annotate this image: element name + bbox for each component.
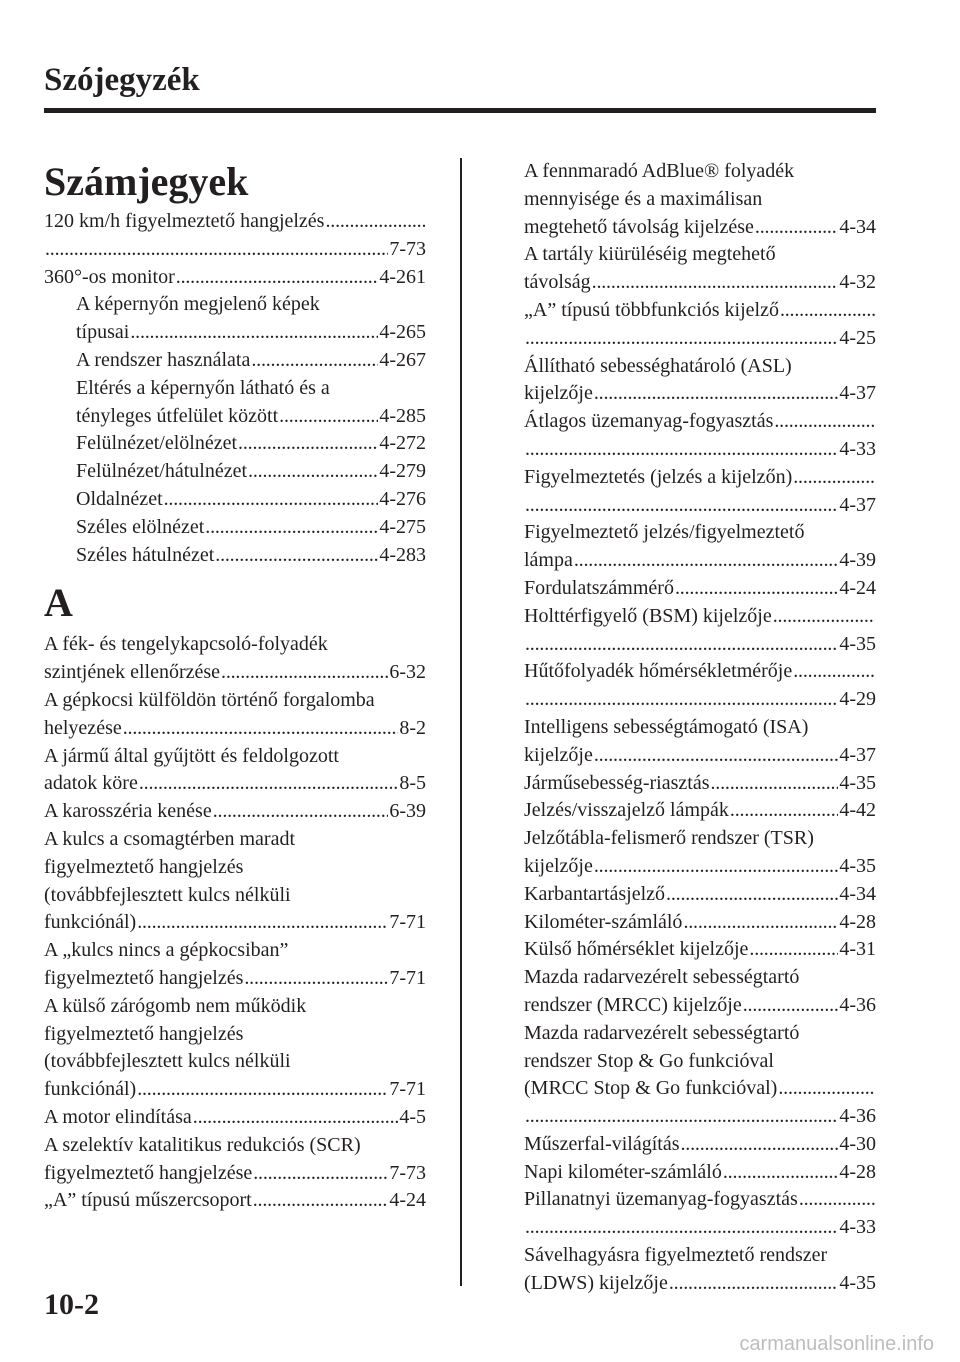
index-entry (44, 542, 426, 570)
index-entry (44, 1104, 426, 1132)
page-header-title: Szójegyzék (44, 62, 200, 98)
entry-term: Kilométer-számláló (524, 910, 683, 933)
dot-leader (253, 1187, 389, 1215)
entry-term: kijelzője (524, 382, 593, 405)
entry-term: „A” típusú műszercsoport (44, 1189, 252, 1212)
entry-term: Oldalnézet (76, 487, 163, 510)
index-entry: A gépkocsi külföldön történő forgalomba (44, 688, 375, 711)
dot-leader (137, 909, 388, 937)
entry-page: 4-279 (379, 460, 426, 483)
index-entry (524, 853, 876, 881)
dot-leader (193, 1104, 399, 1132)
entry-page: 4-35 (839, 1271, 876, 1294)
entry-page: 4-35 (839, 632, 876, 655)
index-list-a-continued (524, 158, 876, 1298)
entry-term: Napi kilométer-számláló (524, 1160, 722, 1183)
entry-term: figyelmeztető hangjelzése (44, 1161, 253, 1184)
dot-leader (681, 1131, 839, 1159)
dot-leader (137, 1076, 388, 1104)
entry-term: helyezése (44, 716, 122, 739)
entry-page: 4-31 (839, 938, 876, 961)
index-entry: Figyelmeztető jelzés/figyelmeztető (524, 521, 805, 544)
index-entry: A fék- és tengelykapcsoló-folyadék (44, 633, 328, 656)
entry-page: 4-36 (839, 993, 876, 1016)
index-entry: A kulcs a csomagtérben maradt (44, 827, 296, 850)
index-entry (44, 403, 426, 431)
index-entry (524, 797, 876, 825)
entry-term: funkciónál) (44, 911, 137, 934)
dot-leader (592, 269, 839, 297)
dot-leader (525, 436, 838, 464)
index-entry (524, 1103, 876, 1131)
index-entry (44, 264, 426, 292)
dot-leader (525, 686, 838, 714)
index-entry: Sávelhagyásra figyelmeztető rendszer (524, 1244, 828, 1267)
entry-term: Jelzés/visszajelző lámpák (524, 799, 729, 822)
entry-term: Széles hátulnézet (76, 543, 215, 566)
entry-term: 120 km/h figyelmeztető hangjelzés (44, 210, 325, 232)
dot-leader (525, 325, 838, 353)
dot-leader (325, 208, 425, 236)
entry-page: 4-37 (839, 743, 876, 766)
index-entry (44, 486, 426, 514)
dot-leader (244, 965, 388, 993)
index-entry (524, 380, 876, 408)
index-entry (44, 430, 426, 458)
right-column (524, 158, 876, 1298)
entry-term: Karbantartásjelző (524, 882, 666, 905)
entry-page: 4-5 (399, 1105, 426, 1128)
entry-page: 4-25 (839, 326, 876, 349)
entry-term: „A” típusú többfunkciós kijelző (524, 298, 779, 321)
entry-term: típusai (76, 321, 130, 344)
index-entry (44, 715, 426, 743)
section-heading-a: A (44, 580, 73, 626)
dot-leader (666, 881, 838, 909)
index-entry (524, 325, 876, 353)
section-heading-numbers: Számjegyek (44, 159, 249, 204)
dot-leader (164, 486, 379, 514)
dot-leader (669, 1270, 838, 1298)
dot-leader (525, 492, 838, 520)
dot-leader (123, 715, 399, 743)
entry-page: 4-29 (839, 688, 876, 711)
index-entry (524, 464, 876, 492)
left-column (44, 158, 426, 1215)
index-entry (524, 575, 876, 603)
dot-leader (594, 853, 838, 881)
index-entry (44, 798, 426, 826)
entry-term: A motor elindítása (44, 1105, 192, 1128)
index-entry (44, 236, 426, 264)
index-entry (524, 1214, 876, 1242)
entry-page: 4-276 (379, 487, 426, 510)
entry-page: 4-28 (839, 1160, 876, 1183)
dot-leader (205, 514, 378, 542)
entry-page: 6-32 (389, 661, 426, 684)
dot-leader (253, 1160, 388, 1188)
dot-leader (248, 458, 378, 486)
index-entry (524, 214, 876, 242)
entry-page: 4-39 (839, 549, 876, 572)
index-entry: A szelektív katalitikus redukciós (SCR) (44, 1133, 361, 1156)
index-entry (524, 1131, 876, 1159)
entry-page: 4-272 (379, 432, 426, 455)
dot-leader (525, 1103, 838, 1131)
index-entry (44, 659, 426, 687)
dot-leader (213, 798, 389, 826)
index-entry: A jármű által gyűjtött és feldolgozott (44, 744, 339, 767)
index-entry (524, 686, 876, 714)
dot-leader (778, 1075, 875, 1103)
index-entry: rendszer Stop & Go funkcióval (524, 1049, 774, 1072)
dot-leader (774, 408, 875, 436)
entry-term: lámpa (524, 549, 573, 572)
dot-leader (525, 631, 838, 659)
entry-term: A karosszéria kenése (44, 800, 212, 823)
entry-term: Műszerfal-világítás (524, 1132, 680, 1155)
entry-term: Pillanatnyi üzemanyag-fogyasztás (524, 1188, 798, 1211)
entry-term: (MRCC Stop & Go funkcióval) (524, 1077, 778, 1100)
entry-page: 4-35 (839, 854, 876, 877)
entry-page: 4-35 (839, 771, 876, 794)
index-entry (524, 742, 876, 770)
index-entry (44, 458, 426, 486)
dot-leader (749, 936, 838, 964)
index-list-numbers (44, 208, 426, 569)
index-entry (524, 603, 876, 631)
index-entry (524, 436, 876, 464)
index-entry (44, 1076, 426, 1104)
page-number: 10-2 (44, 1288, 99, 1321)
index-entry: figyelmeztető hangjelzés (44, 855, 244, 878)
index-entry (524, 297, 876, 325)
index-entry: Intelligens sebességtámogató (ISA) (524, 715, 809, 738)
index-entry: A külső zárógomb nem működik (44, 994, 307, 1017)
index-entry (44, 1160, 426, 1188)
entry-page: 4-33 (839, 437, 876, 460)
entry-page: 4-283 (379, 543, 426, 566)
entry-term: távolság (524, 271, 591, 294)
entry-term: Felülnézet/hátulnézet (76, 460, 248, 483)
header-rule (44, 108, 876, 113)
entry-page: 4-34 (839, 215, 876, 238)
dot-leader (723, 1159, 838, 1187)
index-entry: Mazda radarvezérelt sebességtartó (524, 1021, 800, 1044)
dot-leader (176, 264, 379, 292)
index-entry: Állítható sebességhatároló (ASL) (524, 354, 792, 377)
entry-page: 4-28 (839, 910, 876, 933)
entry-page: 7-71 (389, 966, 426, 989)
index-entry (44, 1187, 426, 1215)
entry-term: figyelmeztető hangjelzés (44, 966, 244, 989)
dot-leader (251, 347, 378, 375)
dot-leader (799, 1186, 875, 1214)
watermark: carmanualsonline.info (739, 1333, 934, 1355)
entry-term: funkciónál) (44, 1078, 137, 1101)
entry-term: Holttérfigyelő (BSM) kijelzője (524, 604, 772, 627)
index-entry (44, 347, 426, 375)
entry-term: 360°-os monitor (44, 265, 175, 288)
index-entry (524, 992, 876, 1020)
entry-term: megtehető távolság kijelzése (524, 215, 754, 238)
dot-leader (683, 909, 838, 937)
index-entry (524, 408, 876, 436)
entry-term: Hűtőfolyadék hőmérsékletmérője (524, 660, 793, 683)
entry-page: 4-24 (389, 1189, 426, 1212)
index-entry (524, 631, 876, 659)
entry-page: 4-261 (379, 265, 426, 288)
dot-leader (525, 1214, 838, 1242)
index-entry: A tartály kiürüléséig megtehető (524, 243, 776, 266)
column-divider (460, 158, 462, 1286)
index-entry (44, 514, 426, 542)
index-entry (524, 881, 876, 909)
entry-term: kijelzője (524, 743, 593, 766)
index-entry (524, 1270, 876, 1298)
index-entry (44, 770, 426, 798)
entry-term: Fordulatszámmérő (524, 576, 674, 599)
index-entry (524, 936, 876, 964)
entry-page: 4-36 (839, 1105, 876, 1128)
entry-page: 7-73 (389, 1161, 426, 1184)
entry-page: 7-73 (389, 237, 426, 260)
entry-page: 6-39 (389, 800, 426, 823)
index-entry (524, 547, 876, 575)
index-entry (44, 909, 426, 937)
entry-term: tényleges útfelület között (76, 404, 279, 427)
index-entry (524, 1159, 876, 1187)
index-entry: A „kulcs nincs a gépkocsiban” (44, 939, 289, 962)
index-entry: Jelzőtábla-felismerő rendszer (TSR) (524, 827, 814, 850)
entry-page: 7-71 (389, 911, 426, 934)
entry-page: 4-24 (839, 576, 876, 599)
dot-leader (755, 214, 838, 242)
dot-leader (279, 403, 378, 431)
dot-leader (793, 658, 875, 686)
entry-page: 4-267 (379, 348, 426, 371)
dot-leader (574, 547, 838, 575)
entry-term: kijelzője (524, 854, 593, 877)
entry-page: 4-32 (839, 271, 876, 294)
entry-term: A rendszer használata (76, 348, 251, 371)
index-entry (524, 770, 876, 798)
dot-leader (730, 797, 838, 825)
entry-term: Figyelmeztetés (jelzés a kijelzőn) (524, 465, 793, 488)
entry-page: 4-42 (839, 799, 876, 822)
index-entry (524, 492, 876, 520)
entry-term: Felülnézet/elölnézet (76, 432, 238, 455)
dot-leader (45, 236, 388, 264)
entry-term: (LDWS) kijelzője (524, 1271, 668, 1294)
dot-leader (793, 464, 875, 492)
index-entry: (továbbfejlesztett kulcs nélküli (44, 1050, 291, 1073)
index-entry (524, 269, 876, 297)
entry-page: 8-2 (399, 716, 426, 739)
dot-leader (139, 770, 398, 798)
entry-page: 4-34 (839, 882, 876, 905)
index-entry (44, 208, 426, 236)
dot-leader (711, 770, 839, 798)
entry-term: rendszer (MRCC) kijelzője (524, 993, 742, 1016)
index-entry: figyelmeztető hangjelzés (44, 1022, 244, 1045)
index-entry (44, 965, 426, 993)
entry-page: 4-37 (839, 493, 876, 516)
dot-leader (675, 575, 838, 603)
entry-term: szintjének ellenőrzése (44, 661, 221, 684)
index-entry: Eltérés a képernyőn látható és a (76, 376, 330, 399)
dot-leader (130, 319, 378, 347)
dot-leader (594, 380, 838, 408)
index-entry (524, 658, 876, 686)
entry-term: Széles elölnézet (76, 515, 205, 538)
index-entry (524, 909, 876, 937)
entry-term: Külső hőmérséklet kijelzője (524, 938, 749, 961)
dot-leader (215, 542, 378, 570)
dot-leader (780, 297, 875, 325)
entry-page: 4-275 (379, 515, 426, 538)
dot-leader (221, 659, 388, 687)
index-entry (44, 319, 426, 347)
index-entry (524, 1186, 876, 1214)
index-entry: A képernyőn megjelenő képek (76, 293, 320, 316)
entry-page: 7-71 (389, 1078, 426, 1101)
dot-leader (743, 992, 839, 1020)
entry-page: 4-33 (839, 1216, 876, 1239)
entry-page: 4-285 (379, 404, 426, 427)
dot-leader (773, 603, 875, 631)
entry-page: 4-265 (379, 321, 426, 344)
entry-term: Átlagos üzemanyag-fogyasztás (524, 410, 774, 433)
entry-page: 8-5 (399, 772, 426, 795)
index-entry: mennyisége és a maximálisan (524, 187, 763, 210)
dot-leader (238, 430, 378, 458)
index-entry (524, 1075, 876, 1103)
index-entry: (továbbfejlesztett kulcs nélküli (44, 883, 291, 906)
entry-term: Járműsebesség-riasztás (524, 771, 710, 794)
index-list-a (44, 631, 426, 1215)
dot-leader (594, 742, 838, 770)
index-entry: A fennmaradó AdBlue® folyadék (524, 160, 795, 182)
entry-term: adatok köre (44, 772, 138, 795)
entry-page: 4-30 (839, 1132, 876, 1155)
entry-page: 4-37 (839, 382, 876, 405)
index-entry: Mazda radarvezérelt sebességtartó (524, 966, 800, 989)
